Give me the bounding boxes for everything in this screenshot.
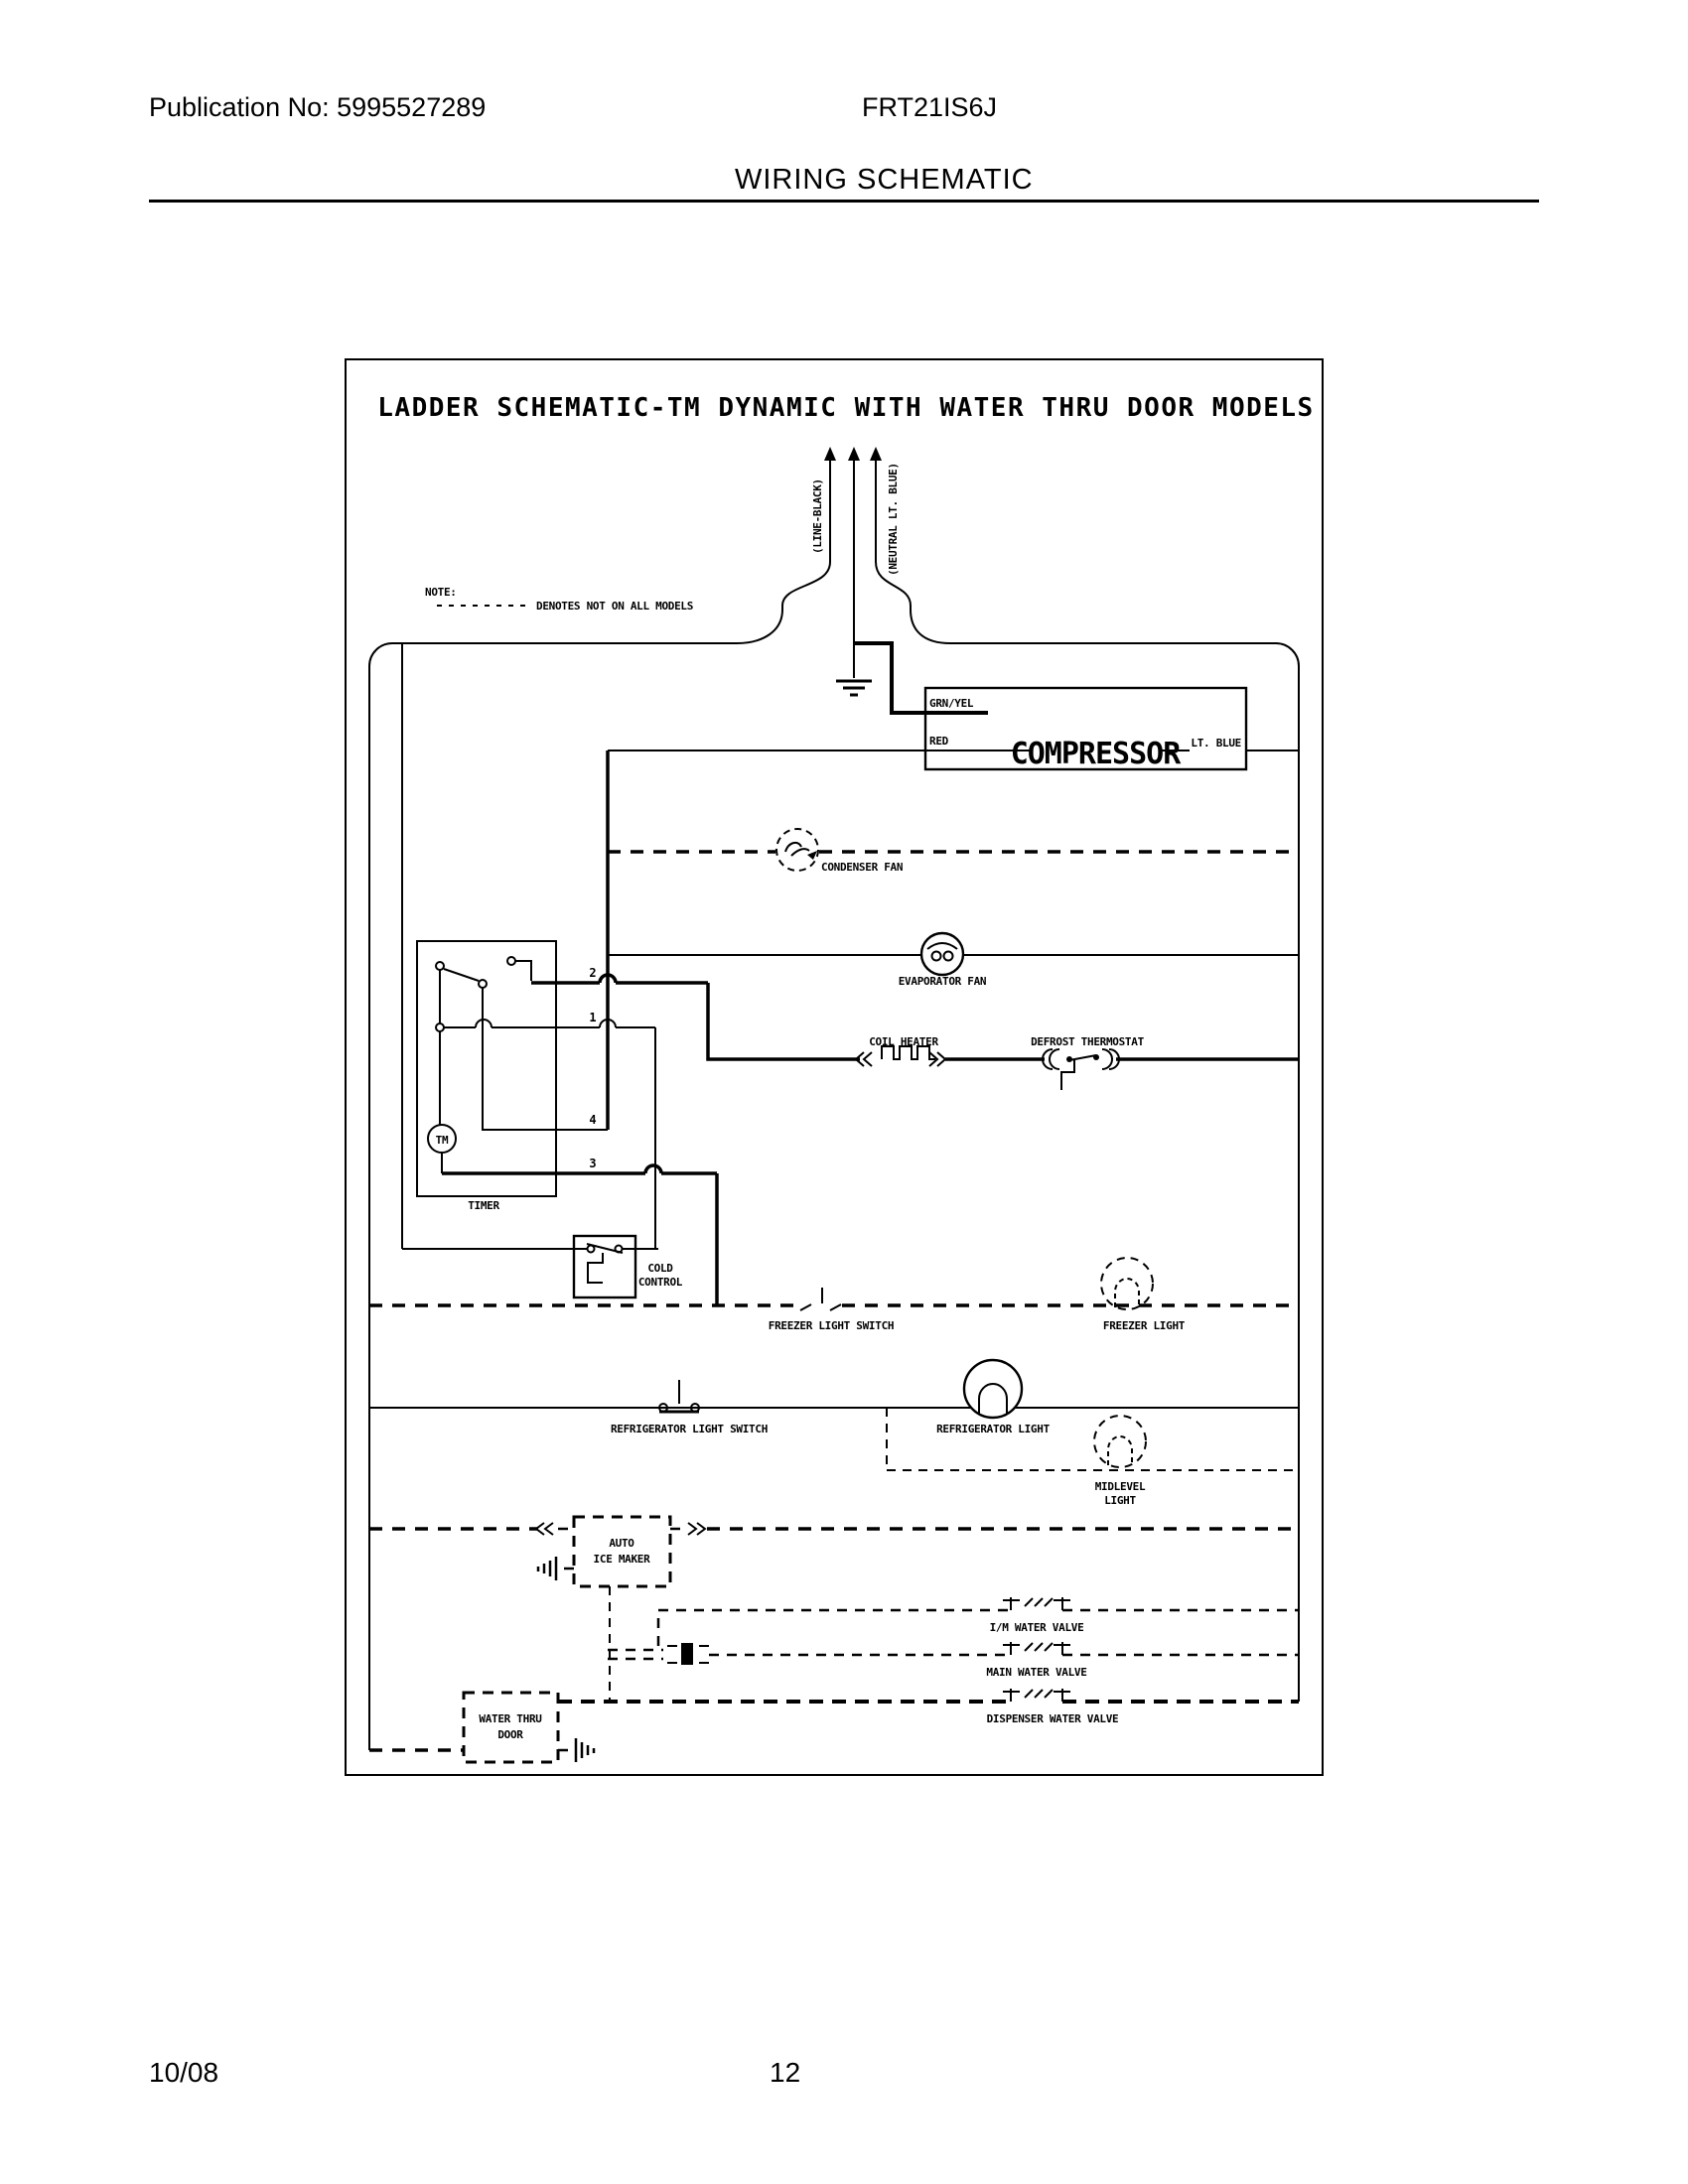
timer-pivot bbox=[436, 962, 444, 970]
label-main-water-valve: MAIN WATER VALVE bbox=[986, 1666, 1087, 1679]
ice-maker-box bbox=[574, 1517, 670, 1586]
timer-component bbox=[417, 941, 717, 1305]
label-midlevel-light-2: LIGHT bbox=[1104, 1494, 1136, 1507]
compressor-component bbox=[608, 643, 1299, 771]
label-freezer-light: FREEZER LIGHT bbox=[1102, 1319, 1186, 1332]
refrigerator-light-rung bbox=[369, 1360, 1299, 1435]
label-coil-heater: COIL HEATER bbox=[869, 1035, 938, 1048]
label-line-black: (LINE-BLACK) bbox=[811, 478, 824, 554]
note-text: DENOTES NOT ON ALL MODELS bbox=[536, 600, 694, 613]
footer-date: 10/08 bbox=[149, 2057, 219, 2088]
page-title: WIRING SCHEMATIC bbox=[735, 164, 1034, 196]
ground-icon bbox=[836, 681, 872, 695]
label-refrigerator-light: REFRIGERATOR LIGHT bbox=[936, 1423, 1050, 1435]
water-thru-door-box bbox=[464, 1693, 558, 1762]
terminal-3: 3 bbox=[589, 1157, 597, 1170]
note-heading: NOTE: bbox=[425, 586, 457, 599]
schematic-border bbox=[346, 359, 1323, 1775]
freezer-light-rung bbox=[369, 1258, 1299, 1332]
label-refrigerator-light-switch: REFRIGERATOR LIGHT SWITCH bbox=[610, 1423, 769, 1435]
label-dispenser-water-valve: DISPENSER WATER VALVE bbox=[986, 1712, 1119, 1725]
arrow-up-icon bbox=[870, 447, 882, 461]
footer-page-number: 12 bbox=[770, 2057, 801, 2088]
arrow-up-icon bbox=[848, 447, 860, 461]
terminal-2: 2 bbox=[589, 966, 597, 980]
label-water-thru-door-1: WATER THRU bbox=[479, 1712, 542, 1725]
defrost-bracket bbox=[1061, 1059, 1074, 1090]
label-grn-yel: GRN/YEL bbox=[929, 697, 974, 710]
wire-line-neutral bbox=[876, 459, 1299, 1702]
dispenser-water-valve-icon bbox=[1003, 1689, 1070, 1702]
water-valve-circuits bbox=[558, 1586, 1299, 1725]
label-timer-motor: TM bbox=[435, 1134, 449, 1147]
label-compressor: COMPRESSOR bbox=[1010, 737, 1181, 771]
evaporator-fan-component bbox=[608, 933, 1299, 988]
label-water-thru-door-2: DOOR bbox=[497, 1728, 523, 1741]
schematic-title: LADDER SCHEMATIC-TM DYNAMIC WITH WATER THRU DOOR MODELS bbox=[377, 393, 1315, 423]
evaporator-coil-loop bbox=[932, 952, 941, 961]
timer-arm bbox=[444, 969, 479, 981]
wire-connector-pair bbox=[608, 1650, 663, 1659]
defrost-rung bbox=[708, 983, 1299, 1090]
condenser-fan-icon bbox=[776, 829, 818, 871]
label-auto-ice-maker-1: AUTO bbox=[609, 1537, 634, 1550]
arrow-up-icon bbox=[824, 447, 836, 461]
label-defrost-thermostat: DEFROST THERMOSTAT bbox=[1031, 1035, 1144, 1048]
label-cold-control-1: COLD bbox=[647, 1262, 673, 1275]
label-im-water-valve: I/M WATER VALVE bbox=[989, 1621, 1084, 1634]
timer-contact bbox=[479, 980, 487, 988]
refrigerator-light-icon bbox=[964, 1360, 1022, 1418]
label-condenser-fan: CONDENSER FAN bbox=[821, 861, 904, 874]
label-lt-blue: LT. BLUE bbox=[1191, 737, 1241, 750]
publication-number: Publication No: 5995527289 bbox=[149, 92, 487, 122]
condenser-fan-arrow bbox=[807, 851, 817, 860]
cold-control-box bbox=[574, 1236, 635, 1297]
freezer-light-lamp bbox=[1115, 1279, 1139, 1307]
timer-terminal2-lead bbox=[515, 961, 531, 981]
label-freezer-light-switch: FREEZER LIGHT SWITCH bbox=[768, 1319, 895, 1332]
midlevel-light-icon bbox=[1094, 1416, 1146, 1467]
label-timer: TIMER bbox=[468, 1199, 499, 1212]
evaporator-coil-loop bbox=[944, 952, 953, 961]
ground-icon bbox=[538, 1557, 556, 1580]
midlevel-light-lamp bbox=[1108, 1436, 1132, 1465]
cold-control-component bbox=[402, 1236, 683, 1297]
evaporator-fan-icon bbox=[921, 933, 963, 975]
ground-icon bbox=[576, 1738, 594, 1762]
cold-control-bracket bbox=[588, 1253, 603, 1283]
freezer-light-icon bbox=[1101, 1258, 1153, 1309]
model-number: FRT21IS6J bbox=[862, 92, 998, 122]
label-evaporator-fan: EVAPORATOR FAN bbox=[898, 975, 987, 988]
condenser-fan-component bbox=[608, 829, 1299, 874]
supply-leads bbox=[369, 447, 1299, 1750]
connector-chevron-left-icon bbox=[536, 1523, 553, 1535]
evaporator-fan-arc bbox=[927, 943, 957, 949]
connector-chevron-right-icon bbox=[688, 1523, 705, 1535]
timer-terminal-1 bbox=[436, 1024, 444, 1031]
ice-maker-rung bbox=[369, 1517, 1299, 1586]
im-water-valve-icon bbox=[1003, 1597, 1070, 1610]
wire-hop bbox=[645, 1165, 661, 1173]
label-red: RED bbox=[929, 735, 948, 748]
defrost-paren-left-icon bbox=[1043, 1049, 1059, 1069]
main-water-valve-icon bbox=[1003, 1642, 1070, 1655]
wire-defrost-feed bbox=[708, 983, 860, 1059]
terminal-4: 4 bbox=[589, 1113, 597, 1127]
label-cold-control-2: CONTROL bbox=[637, 1276, 683, 1289]
timer-terminal-2 bbox=[507, 957, 515, 965]
freezer-light-switch-icon bbox=[800, 1288, 841, 1310]
wire-timer-4 bbox=[483, 988, 608, 1130]
label-neutral-lt-blue: (NEUTRAL LT. BLUE) bbox=[887, 463, 900, 576]
timer-box bbox=[417, 941, 556, 1196]
label-midlevel-light-1: MIDLEVEL bbox=[1094, 1480, 1146, 1493]
wire-timer-1 bbox=[444, 1027, 655, 1249]
condenser-fan-blades bbox=[785, 843, 809, 856]
wire-im-valve bbox=[658, 1610, 1299, 1646]
connector-plug-icon bbox=[681, 1643, 693, 1665]
label-auto-ice-maker-2: ICE MAKER bbox=[593, 1553, 650, 1566]
wire-midlevel-branch bbox=[887, 1408, 1299, 1470]
terminal-1: 1 bbox=[589, 1011, 597, 1024]
